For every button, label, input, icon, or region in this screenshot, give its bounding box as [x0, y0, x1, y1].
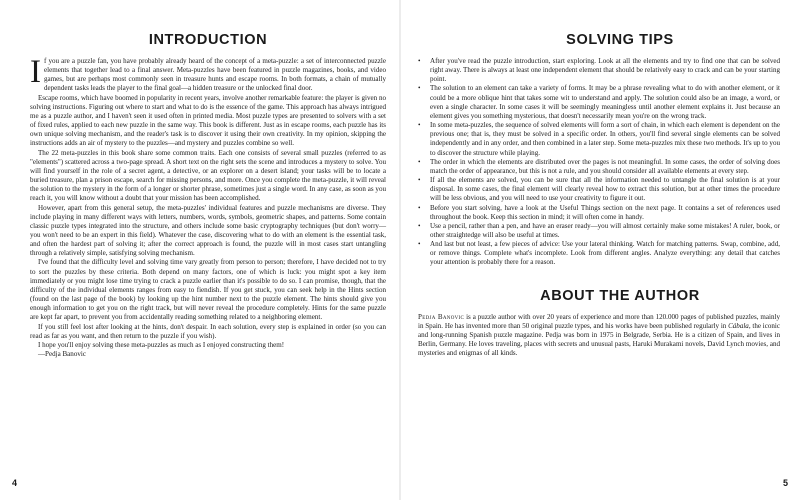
bullet-icon: • — [418, 203, 421, 212]
tip-item: • If all the elements are solved, you can be sure that all the information needed to untangle the final solution is at your disposal. In some cases, the final element will clearly reveal how to extract this solution, but at other times the procedure will be less obvious, and you will need to use your creativity to figure it out. — [418, 176, 780, 203]
magazine-name: Cábala — [728, 321, 749, 330]
about-author-heading: ABOUT THE AUTHOR — [540, 287, 700, 304]
bullet-icon: • — [418, 176, 421, 185]
introduction-body — [30, 54, 386, 359]
page-number-right: 5 — [782, 478, 788, 488]
intro-paragraph-2: Escape rooms, which have boomed in popularity in recent years, involve another remarkable feature: the player is given no solving instructions. Figuring out where to start and what to do is the essence of the game. This approach has always intrigued me as a puzzle author, and I haven't seen it used often in printed media. Most puzzle types are presented to solvers with a set of fixed rules, applied to each new puzzle in the same way. This book is different. Just as in escape rooms, each puzzle has its own unique solving mechanism, and the reader's task is to discover it using their own creativity. In my opinion, skipping the instructions adds an air of mystery to the puzzles—and mystery and puzzles combine so well. — [30, 93, 386, 148]
tip-item: • Before you start solving, have a look at the Useful Things section on the next page. It contains a set of references used throughout the book. Keep this section in mind; it will often come in handy. — [418, 203, 780, 221]
intro-paragraph-5: I've found that the difficulty level and solving time vary greatly from person to person; therefore, I have decided not to try to sort the puzzles by these criteria. Both depend on many factors, one of which is luck: you might spot a key item immediately or you might lose time trying to crack a puzzle earlier than it's possible to do so. I can promise, though, that the difficulty of the individual elements ranges from easy to fiendish. If you get stuck, you can seek help in the Hints section (found on the last page of the book) by looking up the hint number next to the puzzle element. The hints should give you enough information to get you on the right track, but will never reveal the procedure completely. Hints for the same puzzle are kept far apart, to prevent you from accidentally reading something related to a neighboring element. — [30, 258, 386, 322]
tip-item: • And last but not least, a few pieces of advice: Use your lateral thinking. Watch for matching patterns. Swap, combine, add, or remove things. Complete what's incomplete. Look from different angles. Analyze everything: any detail that catches your attention is probably there for a reason. — [418, 240, 780, 267]
tip-item: • Use a pencil, rather than a pen, and have an eraser ready—you will almost certainly make some mistakes! A ruler, book, or other straightedge will also be useful at times. — [418, 221, 780, 239]
bullet-icon: • — [418, 57, 421, 65]
solving-tips-list — [418, 57, 780, 268]
bullet-icon: • — [418, 240, 421, 249]
bullet-icon: • — [418, 157, 421, 166]
drop-cap: I — [30, 54, 41, 90]
author-signature: —Pedja Banovic — [38, 350, 86, 358]
intro-paragraph-3: The 22 meta-puzzles in this book share some common traits. Each one consists of several small puzzles (referred to as "elements") scattered across a two-page spread. A short text on the right sets the scene and introduces a mystery to solve. You will find yourself in the role of a secret agent, a detective, or an explorer on a desert island; your tasks will be to locate a buried treasure, plan a prison escape, search for missing persons, and more. Once you complete the meta-puzzle, it will reveal the solution to the mystery in the form of a longer or shorter phrase, sometimes just a single word. In any case, as soon as you reach it, you will know without a doubt that your mission has been accomplished. — [30, 148, 386, 203]
tip-item: • In some meta-puzzles, the sequence of solved elements will form a sort of chain, in which each element is dependent on the previous one; that is, they must be solved in a specific order. In others, you'll find several single elements can be solved independently and in any order, and then combined in a later step. Some meta-puzzles mix these two methods. It's up to you to discover the structure while playing. — [418, 121, 780, 157]
intro-paragraph-6: If you still feel lost after looking at the hints, don't despair. In each solution, every step is explained in order (so you can read as far as you want, and then return to the puzzle if you wish). — [30, 322, 386, 340]
intro-paragraph-1: If you are a puzzle fan, you have probably already heard of the concept of a meta-puzzle: a set of interconnected puzzle elements that together lead to a final answer. Meta-puzzles have been featured in puzzle magazines, books, and video games, but are perhaps most commonly seen in treasure hunts and escape rooms. In both formats, a chain of mutually dependent tasks leads the player to the final goal—a hidden treasure or the unlocked final door. — [30, 54, 386, 93]
right-page — [400, 0, 800, 500]
tip-item: • After you've read the puzzle introduction, start exploring. Look at all the elements and try to find one that can be solved right away. There is always at least one independent element that should be relatively easy to crack and can be your starting point. — [418, 57, 780, 84]
introduction-heading: INTRODUCTION — [148, 32, 268, 48]
page-number-left: 4 — [12, 478, 18, 488]
author-bio: Pedja Banovic is a puzzle author with over 20 years of experience and more than 120.000 pages of published puzzles, mainly in Spain. He has invented more than 50 original puzzle types, and his works have been published regularly in Cábala, the iconic and long-running Spanish puzzle magazine. Pedja was born in 1975 in Belgrade, Serbia. He is a citizen of Spain, and lives in Berlin, Germany. He loves traveling, places with secrets and unusual pasts, Haruki Murakami novels, David Lynch movies, and mysteries and enigmas of all kinds. — [418, 312, 780, 358]
bullet-icon: • — [418, 84, 421, 93]
bullet-icon: • — [418, 121, 421, 130]
solving-tips-heading: SOLVING TIPS — [566, 32, 674, 48]
intro-paragraph-4: However, apart from this general setup, the meta-puzzles' individual features and puzzle mechanisms are diverse. They include playing in many different ways with letters, numbers, words, symbols, geometric shapes, and patterns. Some contain classic puzzle types integrated into the structure, and others include some basic cryptography techniques (but don't worry—you won't need to be an expert in this field). Whatever the case, discovering what to do with an element is the essential task, and often the hardest part of solving it; after the correct approach is found, the puzzle will in most cases start untangling through a relatively simple, satisfying solving mechanism. — [30, 203, 386, 258]
intro-paragraph-7: I hope you'll enjoy solving these meta-puzzles as much as I enjoyed constructing them! — [38, 340, 285, 349]
bullet-icon: • — [418, 221, 421, 230]
tip-item: • The solution to an element can take a variety of forms. It may be a phrase revealing what to do with another element, or it could be a more oblique hint that takes some wit to understand and apply. The solution could also be an image, a word, or even a single character. In some cases it will be seemingly meaningless until another element explains it. Just because an element gives you something mysterious, that doesn't necessarily mean you're on the wrong track. — [418, 84, 780, 120]
tip-item: • The order in which the elements are distributed over the pages is not meaningful. In some cases, the order of solving does match the order of appearance, but this is not a rule, and you should consider all available elements at every step. — [418, 157, 780, 175]
author-name: Pedja Banovic — [418, 312, 465, 321]
